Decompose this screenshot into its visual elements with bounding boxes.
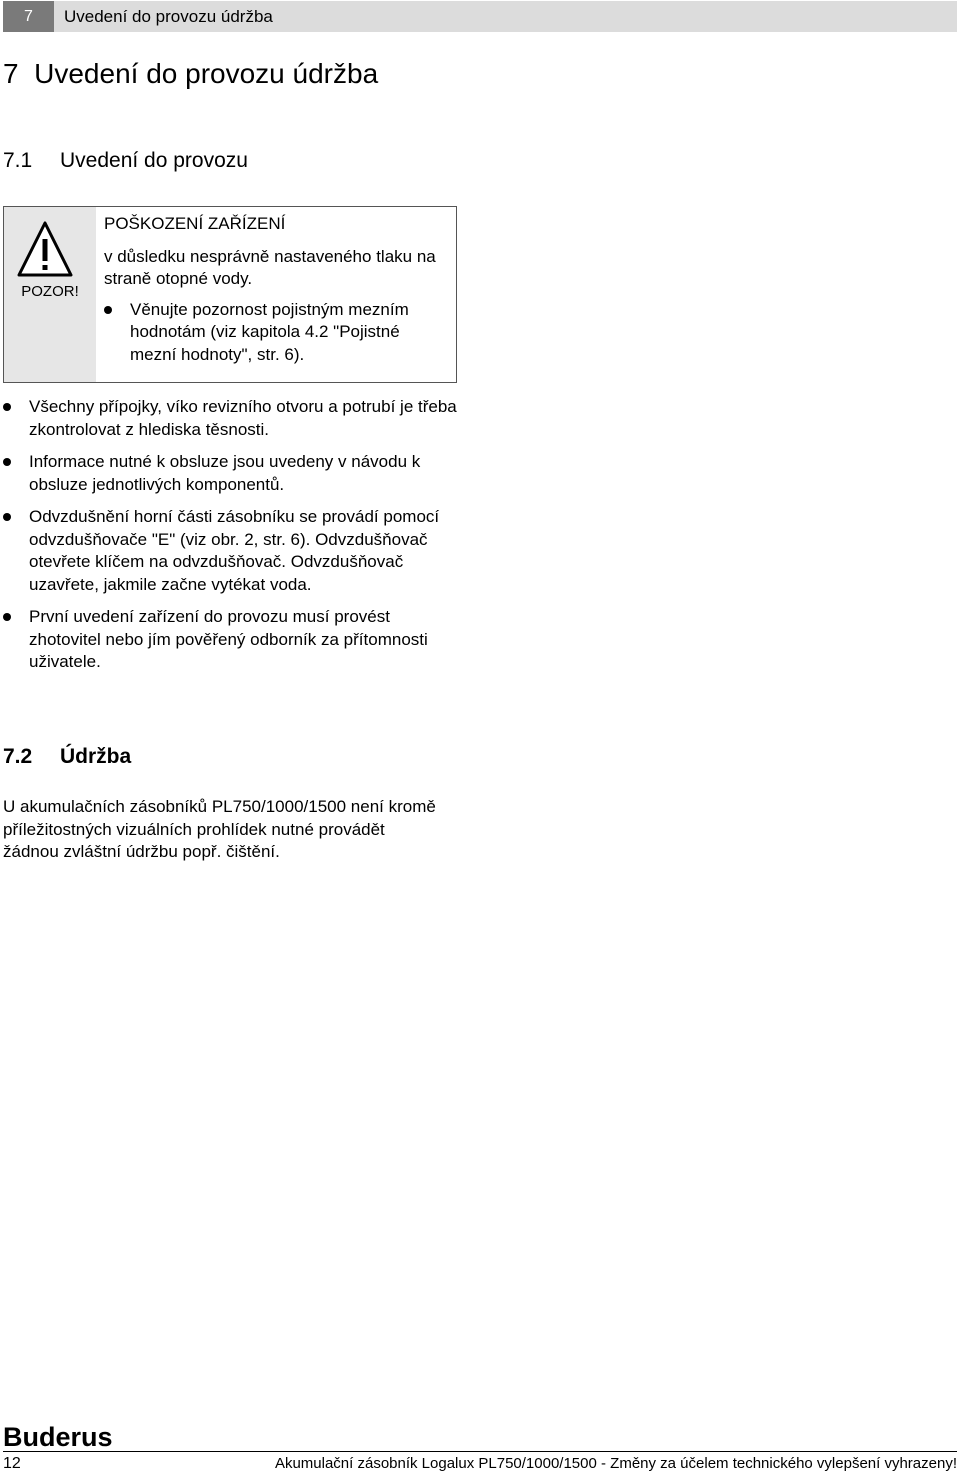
warning-box <box>3 206 457 383</box>
page-title-text: Uvedení do provozu údržba <box>34 58 379 89</box>
list-item: Všechny přípojky, víko revizního otvoru a potrubí je třeba zkontrolovat z hlediska těsnosti. <box>3 396 463 441</box>
section-number: 7.2 <box>3 745 33 768</box>
warning-bullet-text: Věnujte pozornost pojistným mezním hodnotám (viz kapitola 4.2 "Pojistné mezní hodnoty", str. 6). <box>130 299 409 364</box>
list-item: Informace nutné k obsluze jsou uvedeny v návodu k obsluze jednotlivých komponentů. <box>3 451 463 496</box>
bullet-dot-icon <box>3 458 11 466</box>
warning-sidebar <box>4 207 96 382</box>
warning-bullet <box>104 299 449 367</box>
warning-content <box>104 213 449 366</box>
section-heading-commissioning <box>3 149 248 173</box>
buderus-logo <box>3 1423 135 1451</box>
warning-text: v důsledku nesprávně nastaveného tlaku na straně otopné vody. <box>104 246 436 288</box>
list-item: První uvedení zařízení do provozu musí provést zhotovitel nebo jím pověřený odborník za přítomnosti uživatele. <box>3 606 463 674</box>
bullet-dot-icon <box>3 513 11 521</box>
section-title: Údržba <box>60 745 132 768</box>
bullet-dot-icon <box>104 306 112 314</box>
page-number: 12 <box>3 1455 21 1472</box>
section-heading-maintenance <box>3 745 131 769</box>
warning-label: POZOR! <box>21 283 79 300</box>
commissioning-bullet-list <box>3 396 463 684</box>
footer-divider <box>3 1451 957 1452</box>
header-chapter-title: Uvedení do provozu údržba <box>64 6 273 26</box>
maintenance-paragraph: U akumulačních zásobníků PL750/1000/1500 není kromě příležitostných vizuálních prohlídek nutné provádět žádnou zvláštní údržbu popř. čištění. <box>3 797 436 861</box>
svg-text:Buderus: Buderus <box>3 1423 113 1451</box>
bullet-dot-icon <box>3 613 11 621</box>
warning-triangle-icon <box>16 219 74 279</box>
running-header <box>3 1 957 32</box>
section-number: 7.1 <box>3 149 33 172</box>
list-item: Odvzdušnění horní části zásobníku se provádí pomocí odvzdušňovače "E" (viz obr. 2, str. 6). Odvzdušňovač otevřete klíčem na odvzdušňovač. Odvzdušňovač uzavřete, jakmile začne vytékat voda. <box>3 506 463 596</box>
bullet-dot-icon <box>3 403 11 411</box>
warning-title: POŠKOZENÍ ZAŘÍZENÍ <box>104 214 286 233</box>
section-title: Uvedení do provozu <box>60 149 248 172</box>
page-title-number: 7 <box>3 58 19 89</box>
page-title <box>3 58 378 90</box>
footer-text: Akumulační zásobník Logalux PL750/1000/1500 - Změny za účelem technického vylepšení vyhrazeny! <box>274 1455 957 1472</box>
header-chapter-number: 7 <box>3 1 54 32</box>
